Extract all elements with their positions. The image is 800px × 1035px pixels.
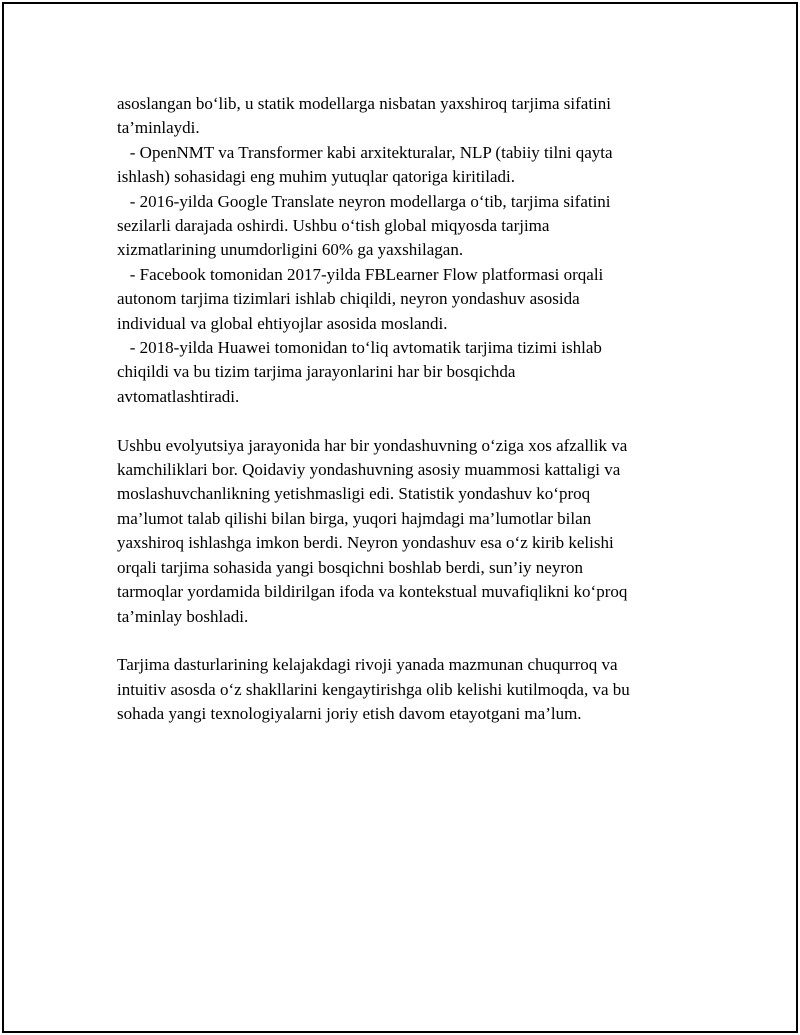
text-line: avtomatlashtiradi. [117, 386, 240, 406]
text-line: tarmoqlar yordamida bildirilgan ifoda va kontekstual muvafiqlikni ko‘proq [117, 582, 628, 602]
text-line: ishlash) sohasidagi eng muhim yutuqlar qatoriga kiritiladi. [117, 167, 516, 187]
text-line: chiqildi va bu tizim tarjima jarayonlarini har bir bosqichda [117, 362, 516, 382]
paragraph-evolution [117, 434, 697, 629]
text-line: xizmatlarining unumdorligini 60% ga yaxshilagan. [117, 240, 464, 260]
text-line: kamchiliklari bor. Qoidaviy yondashuvning asosiy muammosi kattaligi va [117, 460, 621, 480]
text-line: moslashuvchanlikning yetishmasligi edi. Statistik yondashuv ko‘proq [117, 484, 591, 504]
text-line: individual va global ehtiyojlar asosida moslandi. [117, 313, 448, 333]
text-line: sohada yangi texnologiyalarni joriy etish davom etayotgani ma’lum. [117, 704, 582, 724]
list-item-opennmt: - OpenNMT va Transformer kabi arxitekturalar, NLP (tabiiy tilni qayta [117, 142, 613, 162]
list-item-huawei: - 2018-yilda Huawei tomonidan to‘liq avtomatik tarjima tizimi ishlab [117, 338, 602, 358]
paragraph-future [117, 653, 697, 726]
text-line: Ushbu evolyutsiya jarayonida har bir yondashuvning o‘ziga xos afzallik va [117, 435, 628, 455]
document-body [117, 92, 697, 727]
text-line: orqali tarjima sohasida yangi bosqichni boshlab berdi, sun’iy neyron [117, 557, 583, 577]
text-line: Tarjima dasturlarining kelajakdagi rivoji yanada mazmunan chuqurroq va [117, 655, 618, 675]
paragraph-neural-milestones [117, 92, 697, 409]
paragraph-spacer [117, 409, 697, 433]
text-line: sezilarli darajada oshirdi. Ushbu o‘tish global miqyosda tarjima [117, 216, 550, 236]
list-item-facebook: - Facebook tomonidan 2017-yilda FBLearner Flow platformasi orqali [117, 264, 604, 284]
paragraph-spacer [117, 629, 697, 653]
text-line: ta’minlaydi. [117, 118, 200, 138]
text-line: asoslangan bo‘lib, u statik modellarga nisbatan yaxshiroq tarjima sifatini [117, 94, 611, 113]
text-line: autonom tarjima tizimlari ishlab chiqildi, neyron yondashuv asosida [117, 289, 580, 309]
text-line: intuitiv asosda o‘z shakllarini kengaytirishga olib kelishi kutilmoqda, va bu [117, 679, 630, 699]
list-item-google-translate: - 2016-yilda Google Translate neyron modellarga o‘tib, tarjima sifatini [117, 191, 611, 211]
text-line: ta’minlay boshladi. [117, 606, 249, 626]
text-line: yaxshiroq ishlashga imkon berdi. Neyron yondashuv esa o‘z kirib kelishi [117, 533, 614, 553]
text-line: ma’lumot talab qilishi bilan birga, yuqori hajmdagi ma’lumotlar bilan [117, 508, 592, 528]
